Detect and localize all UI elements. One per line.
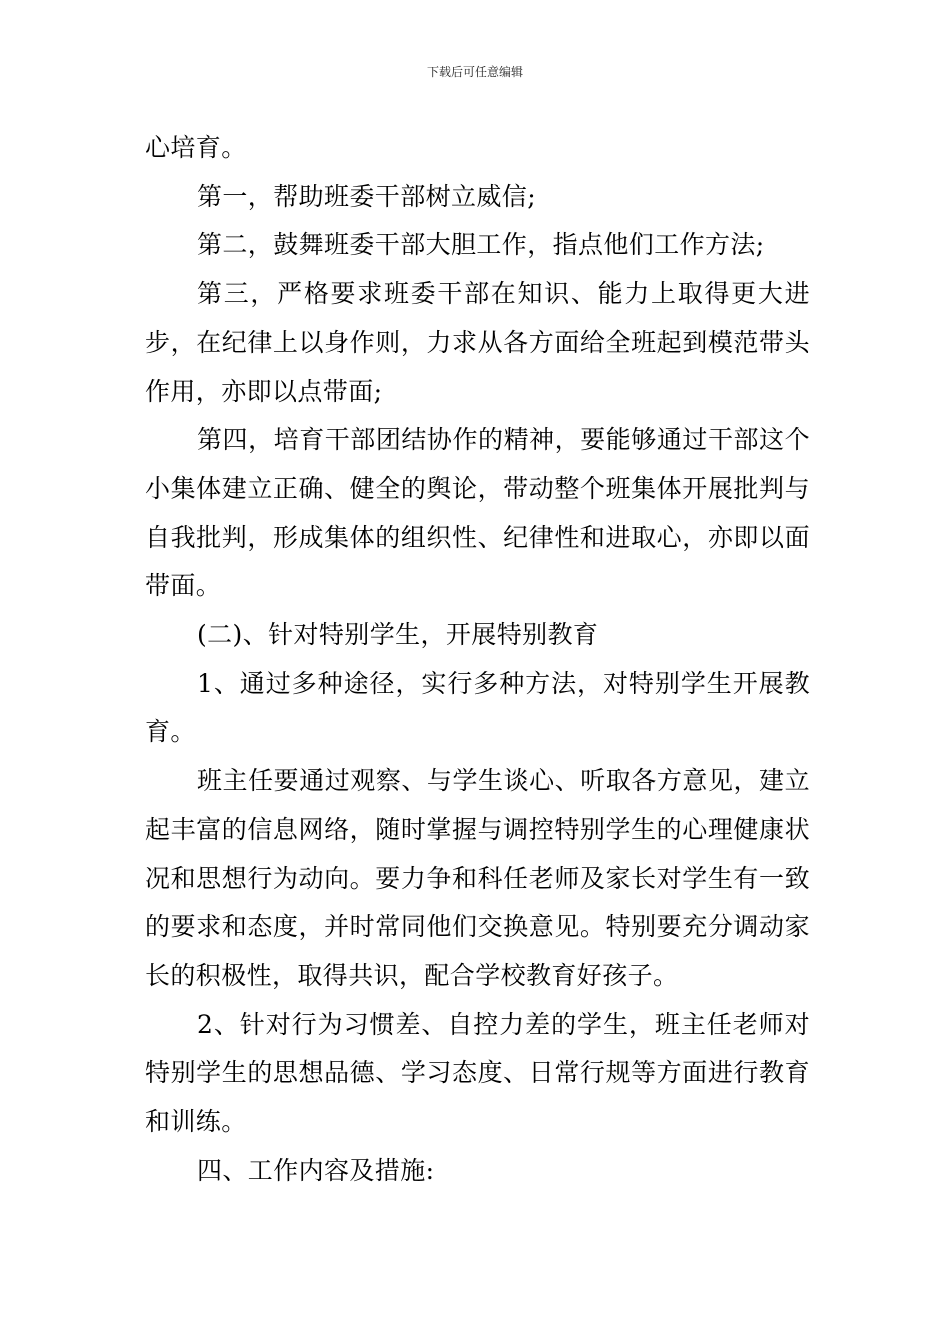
paragraph-continuation: 心培育。 [145, 133, 247, 162]
paragraph-item-two: 2、针对行为习惯差、自控力差的学生，班主任老师对特别学生的思想品德、学习态度、日常行规等方面进行教育和训练。 [145, 1009, 810, 1137]
section-heading-work-content: 四、工作内容及措施: [197, 1155, 435, 1185]
paragraph-point-one: 第一，帮助班委干部树立威信; [197, 181, 537, 211]
section-heading-special-students: (二)、针对特别学生，开展特别教育 [197, 620, 599, 650]
paragraph-point-four: 第四，培育干部团结协作的精神，要能够通过干部这个小集体建立正确、健全的舆论，带动整个班集体开展批判与自我批判，形成集体的组织性、纪律性和进取心，亦即以面带面。 [145, 425, 810, 601]
paragraph-item-one: 1、通过多种途径，实行多种方法，对特别学生开展教育。 [145, 668, 810, 747]
paragraph-point-three: 第三，严格要求班委干部在知识、能力上取得更大进步，在纪律上以身作则，力求从各方面给全班起到模范带头作用，亦即以点带面; [145, 279, 810, 406]
paragraph-point-two: 第二，鼓舞班委干部大胆工作，指点他们工作方法; [197, 230, 765, 260]
paragraph-teacher-role: 班主任要通过观察、与学生谈心、听取各方意见，建立起丰富的信息网络，随时掌握与调控特别学生的心理健康状况和思想行为动向。要力争和科任老师及家长对学生有一致的要求和态度，并时常同他们交换意见。特别要充分调动家长的积极性，取得共识，配合学校教育好孩子。 [145, 766, 810, 990]
document-body [145, 124, 810, 1195]
page-header: 下载后可任意编辑 [426, 65, 523, 79]
